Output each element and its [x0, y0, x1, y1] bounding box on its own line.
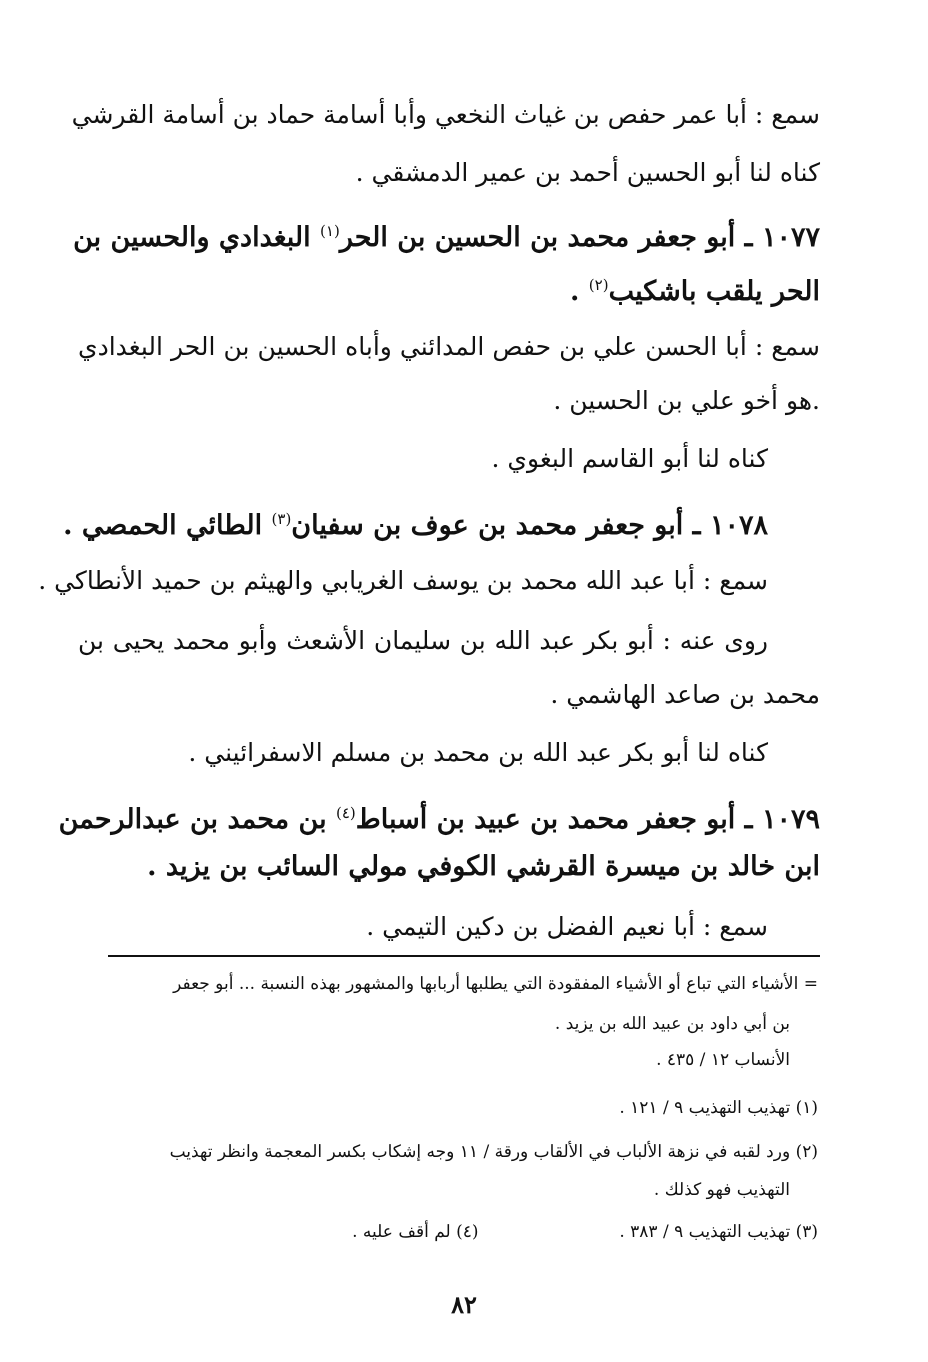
entry-1078-part-a: ١٠٧٨ ـ أبو جعفر محمد بن عوف بن سفيان: [291, 510, 768, 541]
text-line-1: سمع : أبا عمر حفص بن غياث النخعي وأبا أسامة حماد بن أسامة القرشي: [71, 100, 820, 129]
entry-1079-part-b: بن محمد بن عبدالرحمن: [58, 804, 336, 835]
entry-1079-part-a: ١٠٧٩ ـ أبو جعفر محمد بن عبيد بن أسباط: [355, 804, 820, 835]
footnote-2-line-2: التهذيب فهو كذلك .: [653, 1180, 790, 1200]
entry-1078-part-b: الطائي الحمصي .: [63, 510, 272, 541]
text-line-11: محمد بن صاعد الهاشمي .: [550, 680, 820, 709]
footnote-2-line-1: (٢) ورد لقبه في نزهة الألباب في الألقاب ورقة / ١١ وجه إشكاب بكسر المعجمة وانظر تهذيب: [169, 1142, 818, 1162]
text-line-15: سمع : أبا نعيم الفضل بن دكين التيمي .: [366, 912, 768, 941]
footnote-ref-3: (٣): [271, 510, 292, 528]
entry-1077-part-a: ١٠٧٧ ـ أبو جعفر محمد بن الحسين بن الحر: [339, 222, 820, 253]
text-line-5: سمع : أبا الحسن علي بن حفص المدائني وأباه الحسين بن الحر البغدادي: [78, 332, 820, 361]
footnote-continued-source: الأنساب ١٢ / ٤٣٥ .: [656, 1050, 790, 1070]
entry-1077-heading-cont: [78, 268, 820, 309]
entry-1079-heading-cont: ابن خالد بن ميسرة القرشي الكوفي مولي السائب بن يزيد .: [147, 851, 820, 882]
footnote-ref-1: (١): [320, 222, 340, 240]
text-line-12: كناه لنا أبو بكر عبد الله بن محمد بن مسلم الاسفرائيني .: [188, 738, 768, 767]
text-line-7: كناه لنا أبو القاسم البغوي .: [491, 444, 768, 473]
footnote-3-4-row: [78, 1220, 818, 1244]
text-line-2: كناه لنا أبو الحسين أحمد بن عمير الدمشقي .: [355, 158, 820, 187]
footnote-4: (٤) لم أقف عليه .: [352, 1222, 479, 1242]
footnote-3: (٣) تهذيب التهذيب ٩ / ٣٨٣ .: [619, 1222, 818, 1242]
entry-1077-part-c: الحر يلقب باشكيب: [608, 276, 820, 307]
entry-1079-heading: [58, 796, 820, 837]
footnote-ref-4: (٤): [336, 804, 356, 822]
text-line-6: .هو أخو علي بن الحسين .: [553, 386, 820, 415]
entry-1077-part-d: .: [569, 276, 589, 307]
footnote-ref-2: (٢): [588, 276, 609, 294]
footnote-continued-line-2: بن أبي داود بن عبيد الله بن يزيد .: [554, 1014, 790, 1034]
footnote-continued-line-1: = الأشياء التي تباع أو الأشياء المفقودة التي يطلبها أربابها والمشهور بهذه النسبة ... أبو جعفر: [173, 974, 818, 994]
page-number: ٨٢: [451, 1290, 477, 1319]
text-line-10: روى عنه : أبو بكر عبد الله بن سليمان الأشعث وأبو محمد يحيى بن: [78, 626, 768, 655]
text-line-9: سمع : أبا عبد الله محمد بن يوسف الغريابي والهيثم بن حميد الأنطاكي .: [38, 566, 768, 595]
entry-1078-heading: [63, 502, 768, 543]
footnote-separator: [108, 955, 820, 957]
entry-1077-heading: [73, 214, 820, 255]
footnote-1: (١) تهذيب التهذيب ٩ / ١٢١ .: [619, 1098, 818, 1118]
entry-1077-part-b: البغدادي والحسين بن: [73, 222, 321, 253]
